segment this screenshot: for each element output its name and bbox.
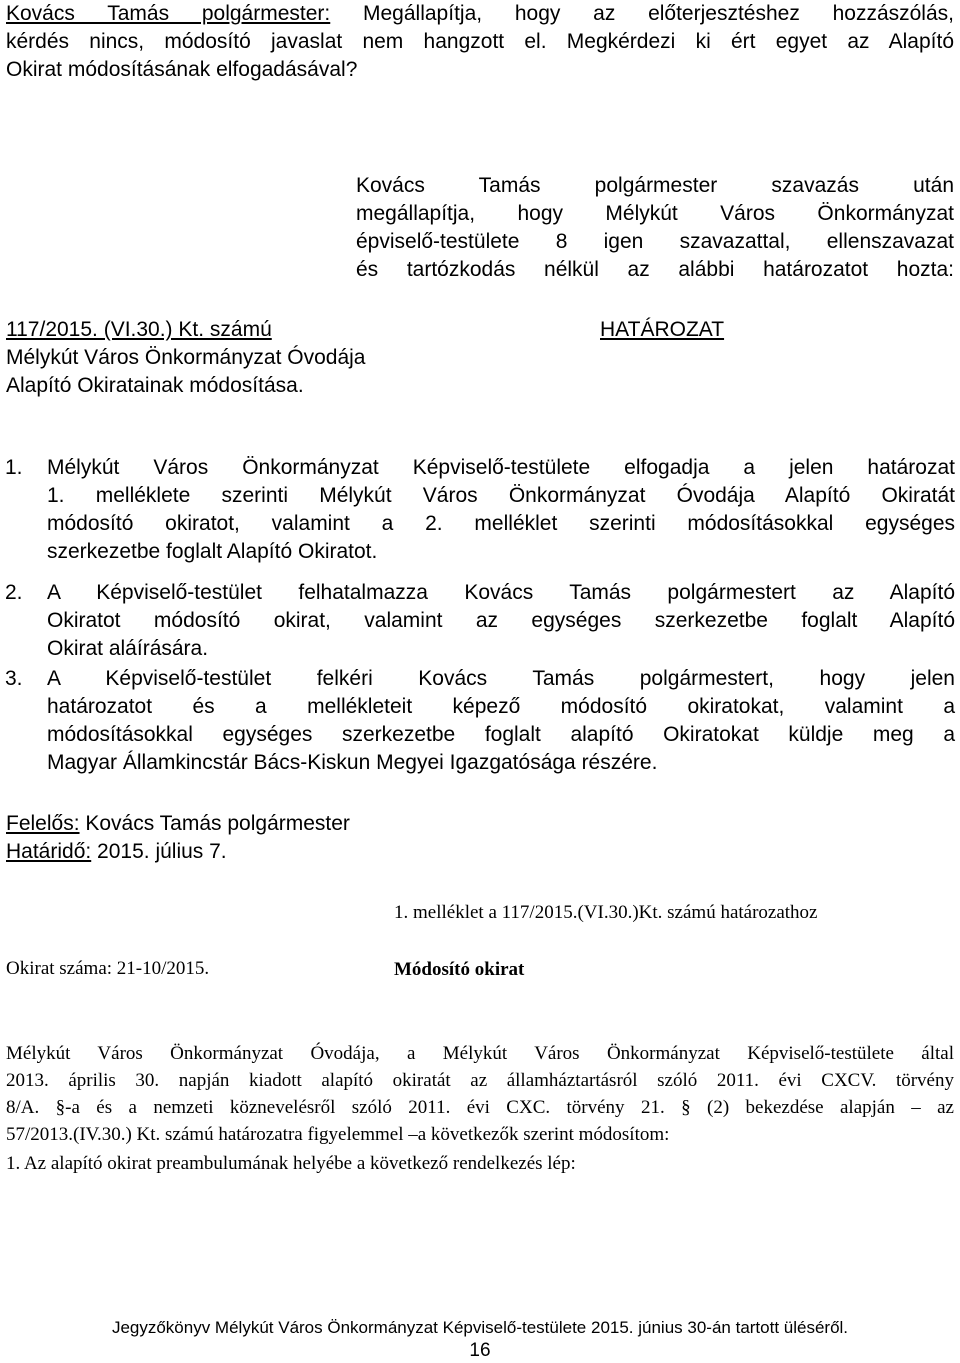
intro-paragraph	[6, 0, 954, 84]
resolution-subject-1: Mélykút Város Önkormányzat Óvodája	[6, 346, 366, 369]
deadline-label: Határidő:	[6, 840, 92, 863]
intro-line-2: kérdés nincs, módosító javaslat nem hangzott el. Megkérdezi ki ért egyet az Alapító	[6, 30, 954, 53]
document-number: Okirat száma: 21-10/2015.	[6, 958, 210, 979]
resolution-header	[6, 316, 386, 400]
deadline-line	[6, 838, 227, 866]
annex-note: 1. melléklet a 117/2015.(VI.30.)Kt. számú határozathoz	[394, 902, 818, 923]
deadline-value: 2015. július 7.	[91, 840, 227, 863]
page-number: 16	[469, 1340, 491, 1361]
responsible-value: Kovács Tamás polgármester	[79, 812, 350, 835]
footer-text: Jegyzőkönyv Mélykút Város Önkormányzat Képviselő-testülete 2015. június 30-án tartott üléséről.	[111, 1318, 849, 1337]
intro-line-3: Okirat módosításának elfogadásával?	[6, 58, 358, 81]
speaker-label: Kovács Tamás polgármester:	[6, 2, 331, 25]
document-title: Módosító okirat	[394, 959, 525, 980]
annex-point-1: 1. Az alapító okirat preambulumának helyébe a következő rendelkezés lép:	[6, 1153, 576, 1174]
responsible-line	[6, 810, 350, 838]
annex-body: Mélykút Város Önkormányzat Óvodája, a Mélykút Város Önkormányzat Képviselő-testülete által 2013. április 30. napján kiadott alapító okiratát az államháztartásról szóló 2011. évi CXCV. törvény 8/A. §-a és a nemzeti köznevelésről szóló 2011. évi CXC. törvény 21. § (2) bekezdése alapján – az 57/2013.(IV.30.) Kt. számú határozatra figyelemmel –a következők szerint módosítom:	[6, 1043, 954, 1145]
vote-result: Kovács Tamás polgármester szavazás után megállapítja, hogy Mélykút Város Önkormányzat épviselő-testülete 8 igen szavazattal, ellenszavazat és tartózkodás nélkül az alábbi határozatot hozta:	[356, 174, 954, 281]
resolution-item-3: 3. A Képviselő-testület felkéri Kovács Tamás polgármestert, hogy jelen határozatot és a mellékleteit képező módosító okiratokat, valamint a módosításokkal egységes szerkezetbe foglalt alapító Okiratokat küldje meg a Magyar Államkincstár Bács-Kiskun Megyei Igazgatósága részére.	[5, 667, 955, 774]
resolution-subject-2: Alapító Okiratainak módosítása.	[6, 374, 304, 397]
resolution-item-2: 2. A Képviselő-testület felhatalmazza Kovács Tamás polgármestert az Alapító Okiratot módosító okirat, valamint az egységes szerkezetbe foglalt Alapító Okirat aláírására.	[5, 581, 955, 660]
responsible-label: Felelős:	[6, 812, 80, 835]
resolution-item-1: 1. Mélykút Város Önkormányzat Képviselő-testülete elfogadja a jelen határozat 1. melléklete szerinti Mélykút Város Önkormányzat Óvodája Alapító Okiratát módosító okiratot, valamint a 2. melléklet szerinti módosításokkal egységes szerkezetbe foglalt Alapító Okiratot.	[5, 456, 955, 563]
resolution-heading: HATÁROZAT	[600, 318, 725, 341]
resolution-number: 117/2015. (VI.30.) Kt. számú	[6, 318, 272, 341]
intro-line-1: Kovács Tamás polgármester: Megállapítja, hogy az előterjesztéshez hozzászólás,	[6, 2, 954, 25]
